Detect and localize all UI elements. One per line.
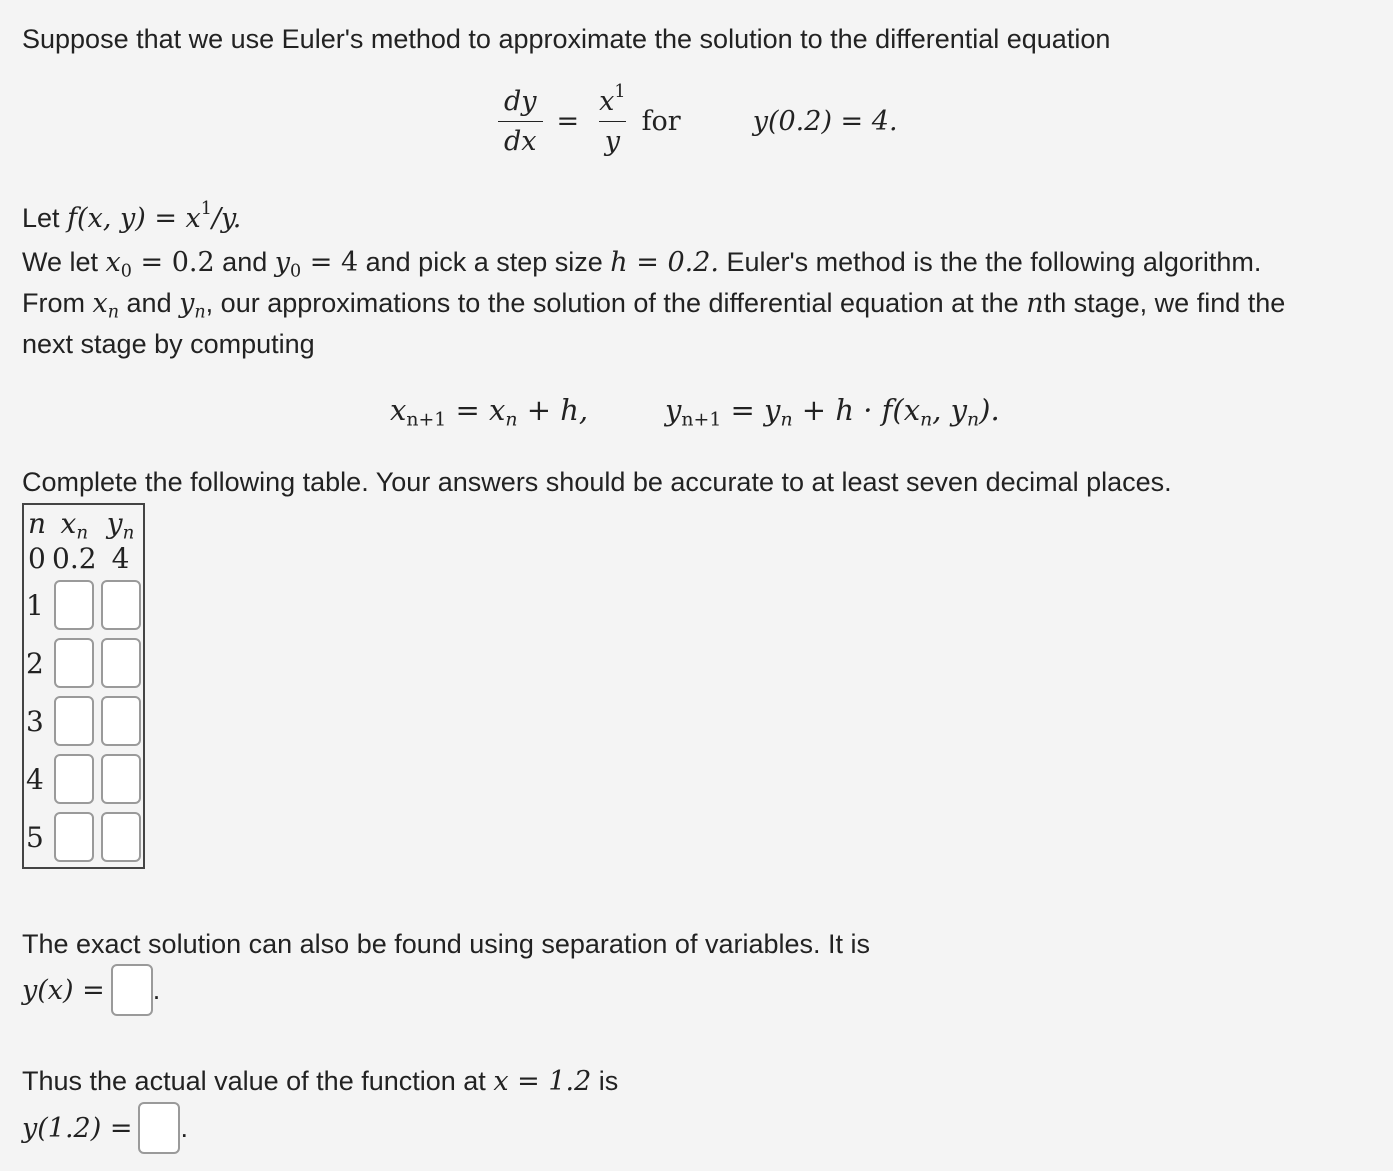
parameters-line: We let $x_0 = 0.2$ and $y_0 = 4$ and pick a step size h = 0.2. Euler's method is the the following algorithm. [22,247,1262,282]
for-word: for [641,106,681,137]
complete-table-instruction: Complete the following table. Your answers should be accurate to at least seven decimal places. [22,467,1172,497]
actual-value-input[interactable] [138,1102,180,1154]
y5-answer-input[interactable] [101,812,141,862]
table-row [26,693,141,749]
x1-answer-input[interactable] [54,580,94,630]
row0-y: 4 [111,542,130,575]
table-row [26,809,141,865]
x-update-formula: $x_{n+1} = x_n + h$, [390,393,589,431]
initial-condition: y(0.2) = 4. [752,106,898,137]
header-n: n [28,507,47,540]
rhs-fraction: $\frac{x^1}{y}$ [599,81,626,157]
actual-value-line: y(1.2) = . [22,1102,188,1154]
x4-answer-input[interactable] [54,754,94,804]
intro-text: Suppose that we use Euler's method to approximate the solution to the differential equation [22,24,1111,54]
exact-solution-text: The exact solution can also be found using separation of variables. It is [22,929,871,959]
row-n-label: 1 [26,588,44,622]
exact-solution-line: y(x) = . [22,964,160,1016]
header-xn: $x_n$ [60,507,89,544]
row-n-label: 2 [26,646,44,680]
row-n-label: 4 [26,762,44,796]
dy-dx-fraction: $\frac{dy}{dx}$ [498,86,543,157]
table-row [26,751,141,807]
y3-answer-input[interactable] [101,696,141,746]
y-update-formula: $y_{n+1} = y_n + h \cdot f(x_n$, $y_n$). [665,393,1000,431]
table-header-row [26,507,141,540]
row0-n: 0 [28,542,46,575]
table-row [26,635,141,691]
x3-answer-input[interactable] [54,696,94,746]
table-row [26,577,141,633]
row-n-label: 5 [26,820,44,854]
header-yn: $y_n$ [106,507,135,544]
y4-answer-input[interactable] [101,754,141,804]
row0-x: 0.2 [52,542,97,575]
x2-answer-input[interactable] [54,638,94,688]
table-row [26,542,141,575]
actual-value-text: Thus the actual value of the function at x = 1.2 is [22,1066,619,1097]
next-stage-text: next stage by computing [22,329,315,359]
exact-solution-input[interactable] [111,964,153,1016]
let-function-line: Let f(x, $y) = x^1/y$. [22,198,242,234]
y1-answer-input[interactable] [101,580,141,630]
ode-equation: $\frac{dy}{dx}$ = $\frac{x^1}{y}$ for y(0.2) = 4. [498,86,898,157]
x5-answer-input[interactable] [54,812,94,862]
y2-answer-input[interactable] [101,638,141,688]
euler-table [22,503,145,869]
from-line: From $x_n$ and $y_n$, our approximations to the solution of the differential equation at the nth stage, we find the [22,288,1286,323]
row-n-label: 3 [26,704,44,738]
